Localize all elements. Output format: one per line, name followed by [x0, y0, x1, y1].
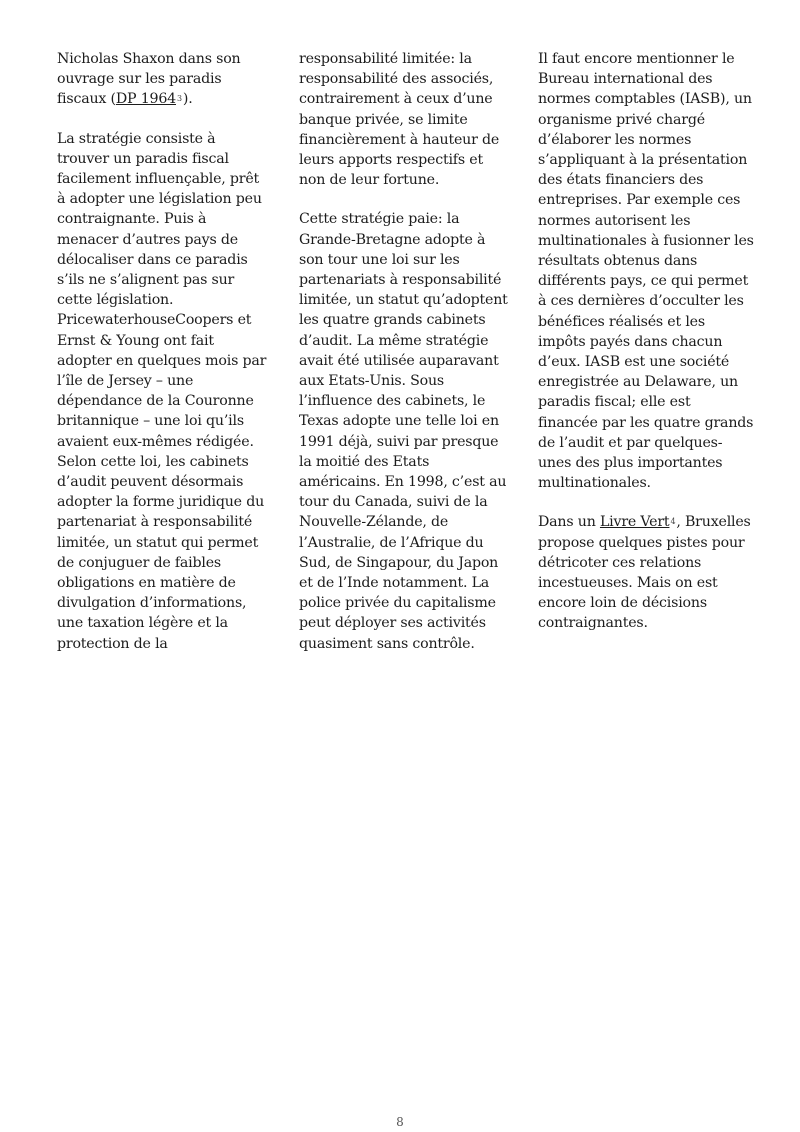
paragraph-strategy-pays: Cette stratégie paie: la Grande-Bretagne adopte à son tour une loi sur les partenariats à responsabilité limitée, un statut qu’adoptent les quatre grands cabinets d’audit. La même stratégie avait été utilisée auparavant aux Etats-Unis. Sous l’influence des cabinets, le Texas adopte une telle loi en 1991 déjà, suivi par presque la moitié des Etats américains. En 1998, c’est au tour du Canada, suivi de la Nouvelle-Zélande, de l’Australie, de l’Afrique du Sud, de Singapour, du Japon et de l’Inde notamment. La police privée du capitalisme peut déployer ses activités quasiment sans contrôle. — [299, 211, 508, 652]
paragraph-green-paper — [538, 512, 754, 633]
dp-1964-link[interactable]: DP 1964 — [115, 91, 176, 108]
paragraph-strategy: La stratégie consiste à trouver un paradis fiscal facilement influençable, prêt à adopter une législation peu contraignante. Puis à menacer d’autres pays de délocaliser dans ce paradis s’ils ne s’alignent pas sur cette législation. PricewaterhouseCoopers et Ernst & Young ont fait adopter en quelques mois par l’île de Jersey – une dépendance de la Couronne britannique – une loi qu’ils avaient eux-mêmes rédigée. Selon cette loi, les cabinets d’audit peuvent désormais adopter la forme juridique du partenariat à responsabilité limitée, un statut qui permet de conjuguer de faibles obligations en matière de divulgation d’informations, une taxation légère et la protection de la — [57, 130, 267, 652]
article-columns — [57, 49, 757, 669]
paragraph-iasb: Il faut encore mentionner le Bureau international des normes comptables (IASB), un organisme privé chargé d’élaborer les normes s’appliquant à la présentation des états financiers des entreprises. Par exemple ces normes autorisent les multinationales à fusionner les résultats obtenus dans différents pays, ce qui permet à ces dernières d’occulter les bénéfices réalisés et les impôts payés dans chacun d’eux. IASB est une société enregistrée au Delaware, un paradis fiscal; elle est financée par les quatre grands de l’audit et par quelques-unes des plus importantes multinationales. — [538, 51, 754, 492]
column-2 — [299, 49, 509, 673]
paragraph-text: Nicholas Shaxon dans son ouvrage sur les paradis fiscaux ( — [57, 51, 241, 108]
livre-vert-link[interactable]: Livre Vert — [599, 514, 670, 531]
paragraph-limited-liability: responsabilité limitée: la responsabilité des associés, contrairement à ceux d’une banque privée, se limite financièrement à hauteur de leurs apports respectifs et non de leur fortune. — [299, 51, 500, 189]
page-number: 8 — [396, 1115, 404, 1129]
column-1 — [57, 49, 267, 673]
paragraph-shaxon — [57, 49, 267, 110]
paragraph-text: ). — [182, 91, 193, 108]
column-3 — [538, 49, 754, 653]
footnote-marker-4[interactable]: 4 — [670, 517, 676, 527]
footnote-marker-3[interactable]: 3 — [177, 94, 182, 104]
paragraph-text: Dans un — [538, 514, 600, 531]
paragraph-text: , Bruxelles propose quelques pistes pour détricoter ces relations incestueuses. Mais on est encore loin de décisions contraignantes. — [538, 514, 751, 632]
